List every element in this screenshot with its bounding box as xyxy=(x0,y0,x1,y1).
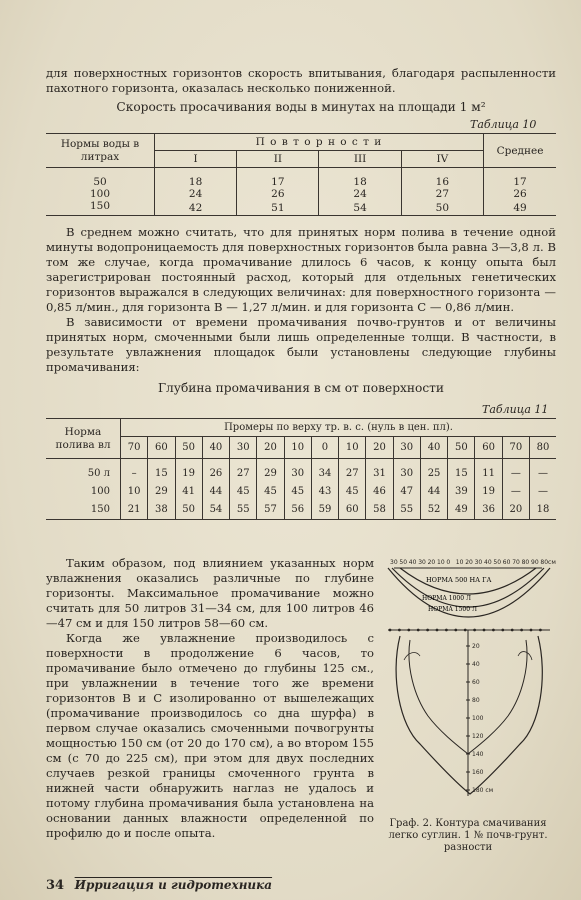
fig-top-tick: 40 xyxy=(484,559,492,566)
t2-row-norm: 100 xyxy=(90,486,110,497)
fig-top-tick: 90 xyxy=(531,559,539,566)
fig-axis-dot xyxy=(398,629,401,632)
t2-row-norm: 150 xyxy=(46,501,121,520)
fig-depth-tick: 160 xyxy=(472,769,484,776)
figure-caption: Граф. 2. Контура смачивания легко суглин. 1 № почв-грунт. разности xyxy=(388,818,548,853)
t2-position-header: 50 xyxy=(448,437,475,459)
fig-axis-dot xyxy=(539,629,542,632)
fig-depth-tick: 60 xyxy=(472,679,480,686)
fig-axis-dot xyxy=(445,629,448,632)
t2-cell: 55 xyxy=(230,501,257,520)
table-row: 50 18 17 18 16 17 xyxy=(46,168,556,189)
fig-axis-dot xyxy=(464,629,467,632)
body-block-2 xyxy=(46,556,374,841)
t2-position-header: 60 xyxy=(148,437,175,459)
table-10 xyxy=(46,133,556,216)
t2-cell: 38 xyxy=(148,501,175,520)
t2-position-header: 50 xyxy=(175,437,202,459)
fig-axis-dot xyxy=(483,629,486,632)
fig-label-500: НОРМА 500 НА ГА xyxy=(426,576,492,584)
t2-cell: – xyxy=(121,459,148,484)
fig-top-tick: 30 xyxy=(474,559,483,566)
t2-cell: 60 xyxy=(339,501,366,520)
fig-axis-dot xyxy=(454,629,457,632)
journal-title: Ирригация и гидротехника xyxy=(74,878,273,892)
fig-axis-dot xyxy=(389,629,392,632)
t2-cell: 34 xyxy=(311,459,338,484)
fig-depth-tick: 180 см xyxy=(472,787,494,794)
fig-top-tick: 80 xyxy=(521,559,530,566)
paragraph-4: Таким образом, под влиянием указанных норм увлажнения оказались различные по глубине горизонты. Максимальное промачивание можно считать для 50 литров 31—34 см, для 100 литров 46—47 см и для 150 литров 58—60 см. xyxy=(46,556,374,630)
table-row xyxy=(46,501,556,520)
t1-rep-2: II xyxy=(237,151,319,168)
t2-position-header: 30 xyxy=(230,437,257,459)
table-11 xyxy=(46,418,556,520)
t2-cell: 19 xyxy=(475,483,502,501)
t2-cell: 26 xyxy=(202,459,229,484)
t1-col-avg: Среднее xyxy=(484,134,557,168)
t2-cell: 36 xyxy=(475,501,502,520)
t2-cell: 45 xyxy=(230,483,257,501)
table-row xyxy=(46,483,556,501)
t2-cell: 56 xyxy=(284,501,311,520)
page-footer xyxy=(46,878,272,893)
t2-cell: 44 xyxy=(420,483,447,501)
fig-top-tick: 40 xyxy=(408,559,417,566)
fig-top-tick: 80см xyxy=(540,559,556,566)
t2-col-meas: Промеры по верху тр. в. с. (нуль в цен. пл). xyxy=(121,419,557,437)
intro-block xyxy=(46,66,556,115)
page-number: 34 xyxy=(46,878,65,893)
fig-depth-tick: 100 xyxy=(472,715,484,722)
t2-position-header: 20 xyxy=(366,437,393,459)
t2-cell: 18 xyxy=(529,501,556,520)
t2-position-header: 10 xyxy=(284,437,311,459)
t2-cell: 46 xyxy=(366,483,393,501)
t2-cell: 29 xyxy=(257,459,284,484)
fig-top-tick: 20 xyxy=(427,559,436,566)
t2-cell: 20 xyxy=(502,501,529,520)
table-row: 150 42 51 54 50 49 xyxy=(46,200,556,216)
fig-axis-dot xyxy=(530,629,533,632)
intro-line: для поверхностных горизонтов скорость впитывания, благодаря распыленности пахотного горизонта, оказалась несколько пониженной. xyxy=(46,66,556,95)
t2-position-header: 20 xyxy=(257,437,284,459)
fig-top-tick: 30 xyxy=(390,559,398,566)
t2-cell: 11 xyxy=(475,459,502,484)
t2-cell: — xyxy=(529,483,556,501)
t2-cell: 47 xyxy=(393,483,420,501)
t2-cell: 44 xyxy=(202,483,229,501)
t2-cell: 30 xyxy=(284,459,311,484)
table11-label: Таблица 11 xyxy=(482,403,549,416)
t2-cell: 25 xyxy=(420,459,447,484)
t2-cell: 45 xyxy=(257,483,284,501)
t2-position-header: 10 xyxy=(339,437,366,459)
t1-col-norm: Нормы воды в литрах xyxy=(46,134,155,168)
paragraph-3: В зависимости от времени промачивания почво-грунтов и от величины принятых норм, смоченными были лишь определенные толщи. В частности, в результате увлажнения площадок были установлены следующие глубины промачивания: xyxy=(46,315,556,374)
fig-label-1500: НОРМА 1500 Л xyxy=(428,606,477,613)
fig-top-tick: 50 xyxy=(493,559,502,566)
t2-cell: 15 xyxy=(448,459,475,484)
fig-axis-dot xyxy=(426,629,429,632)
fig-axis-dot xyxy=(407,629,410,632)
t2-position-header: 70 xyxy=(121,437,148,459)
fig-axis-dot xyxy=(492,629,495,632)
t2-cell: 54 xyxy=(202,501,229,520)
t2-position-header: 40 xyxy=(202,437,229,459)
body-block-1 xyxy=(46,225,556,396)
t2-row-norm: 50 л xyxy=(87,468,110,479)
fig-depth-tick: 80 xyxy=(472,697,480,704)
fig-depth-tick: 120 xyxy=(472,733,484,740)
t2-position-header: 0 xyxy=(311,437,338,459)
fig-depth-tick: 140 xyxy=(472,751,484,758)
paragraph-5: Когда же увлажнение производилось с поверхности в продолжение 6 часов, то промачивание было отмечено до глубины 125 см., при увлажнении в течение того же времени горизонтов В и С изолированно от вышележащих (промачивание производилось со дна шурфа) в первом случае оказались смоченными почвогрунты мощностью 150 см (от 20 до 170 см), а во втором 155 см (с 70 до 225 см), при этом для двух последних случаев резкой границы смоченного грунта в нижней части обнаружить наглаз не удалось и потому глубина промачивания была установлена на основании данных влажности определенной по профилю до и после опыта. xyxy=(46,631,374,840)
fig-top-tick: 70 xyxy=(512,559,520,566)
t2-cell: 41 xyxy=(175,483,202,501)
t2-cell: 19 xyxy=(175,459,202,484)
t2-cell: 30 xyxy=(393,459,420,484)
t2-cell: 27 xyxy=(339,459,366,484)
t2-cell: 27 xyxy=(230,459,257,484)
t2-position-header: 30 xyxy=(393,437,420,459)
t2-position-header: 40 xyxy=(420,437,447,459)
moisture-contour-figure xyxy=(380,556,556,816)
table10-label: Таблица 10 xyxy=(470,118,537,131)
t2-cell: 10 xyxy=(121,483,148,501)
fig-top-tick: 50 xyxy=(399,559,408,566)
t2-col-norm: Норма полива вл xyxy=(46,419,121,459)
t1-col-rep: П о в т о р н о с т и xyxy=(155,134,484,151)
t2-cell: 43 xyxy=(311,483,338,501)
fig-axis-dot xyxy=(511,629,514,632)
fig-top-tick: 60 xyxy=(502,559,511,566)
fig-top-tick: 30 xyxy=(418,559,426,566)
fig-depth-tick: 40 xyxy=(472,661,480,668)
t2-cell: 49 xyxy=(448,501,475,520)
table-row: 100 24 26 24 27 26 xyxy=(46,188,556,200)
t2-position-header: 60 xyxy=(475,437,502,459)
t2-position-header: 70 xyxy=(502,437,529,459)
t2-cell: 31 xyxy=(366,459,393,484)
t2-cell: 29 xyxy=(148,483,175,501)
t2-cell: 39 xyxy=(448,483,475,501)
t2-cell: 15 xyxy=(148,459,175,484)
t2-cell: 45 xyxy=(284,483,311,501)
paragraph-2: В среднем можно считать, что для принятых норм полива в течение одной минуты водопроницаемость для поверхностных горизонтов была равна 3—3,8 л. В том же случае, когда промачивание длилось 6 часов, к концу опыта был зарегистрирован постоянный расход, который для отдельных генетических горизонтов выражался в следующих величинах: для поверхностного горизонта — 0,85 л/мин., для горизонта В — 1,27 л/мин. и для горизонта С — 0,86 л/мин. xyxy=(46,225,556,314)
t2-cell: — xyxy=(502,459,529,484)
t1-rep-1: I xyxy=(155,151,237,168)
t2-cell: 52 xyxy=(420,501,447,520)
fig-axis-dot xyxy=(520,629,523,632)
t2-cell: 58 xyxy=(366,501,393,520)
fig-depth-tick: 20 xyxy=(472,643,480,650)
fig-top-tick: 10 xyxy=(437,559,445,566)
table-row xyxy=(46,459,556,484)
table11-heading: Глубина промачивания в см от поверхности xyxy=(157,381,445,395)
fig-label-1000: НОРМА 1000 Л xyxy=(422,595,471,602)
t2-cell: 59 xyxy=(311,501,338,520)
fig-axis-dot xyxy=(417,629,420,632)
t2-cell: 21 xyxy=(121,501,148,520)
fig-axis-dot xyxy=(501,629,504,632)
fig-axis-dot xyxy=(473,629,476,632)
t2-cell: 45 xyxy=(339,483,366,501)
t2-cell: 55 xyxy=(393,501,420,520)
t2-cell: 57 xyxy=(257,501,284,520)
t2-cell: — xyxy=(502,483,529,501)
t2-position-header: 80 xyxy=(529,437,556,459)
t1-rep-3: III xyxy=(319,151,401,168)
t2-cell: 50 xyxy=(175,501,202,520)
fig-axis-dot xyxy=(436,629,439,632)
fig-top-tick: 0 xyxy=(446,559,451,566)
table10-heading: Скорость просачивания воды в минутах на площади 1 м² xyxy=(116,100,486,114)
t1-rep-4: IV xyxy=(401,151,483,168)
fig-top-tick: 20 xyxy=(465,559,473,566)
fig-top-tick: 10 xyxy=(455,559,464,566)
t2-cell: — xyxy=(529,459,556,484)
